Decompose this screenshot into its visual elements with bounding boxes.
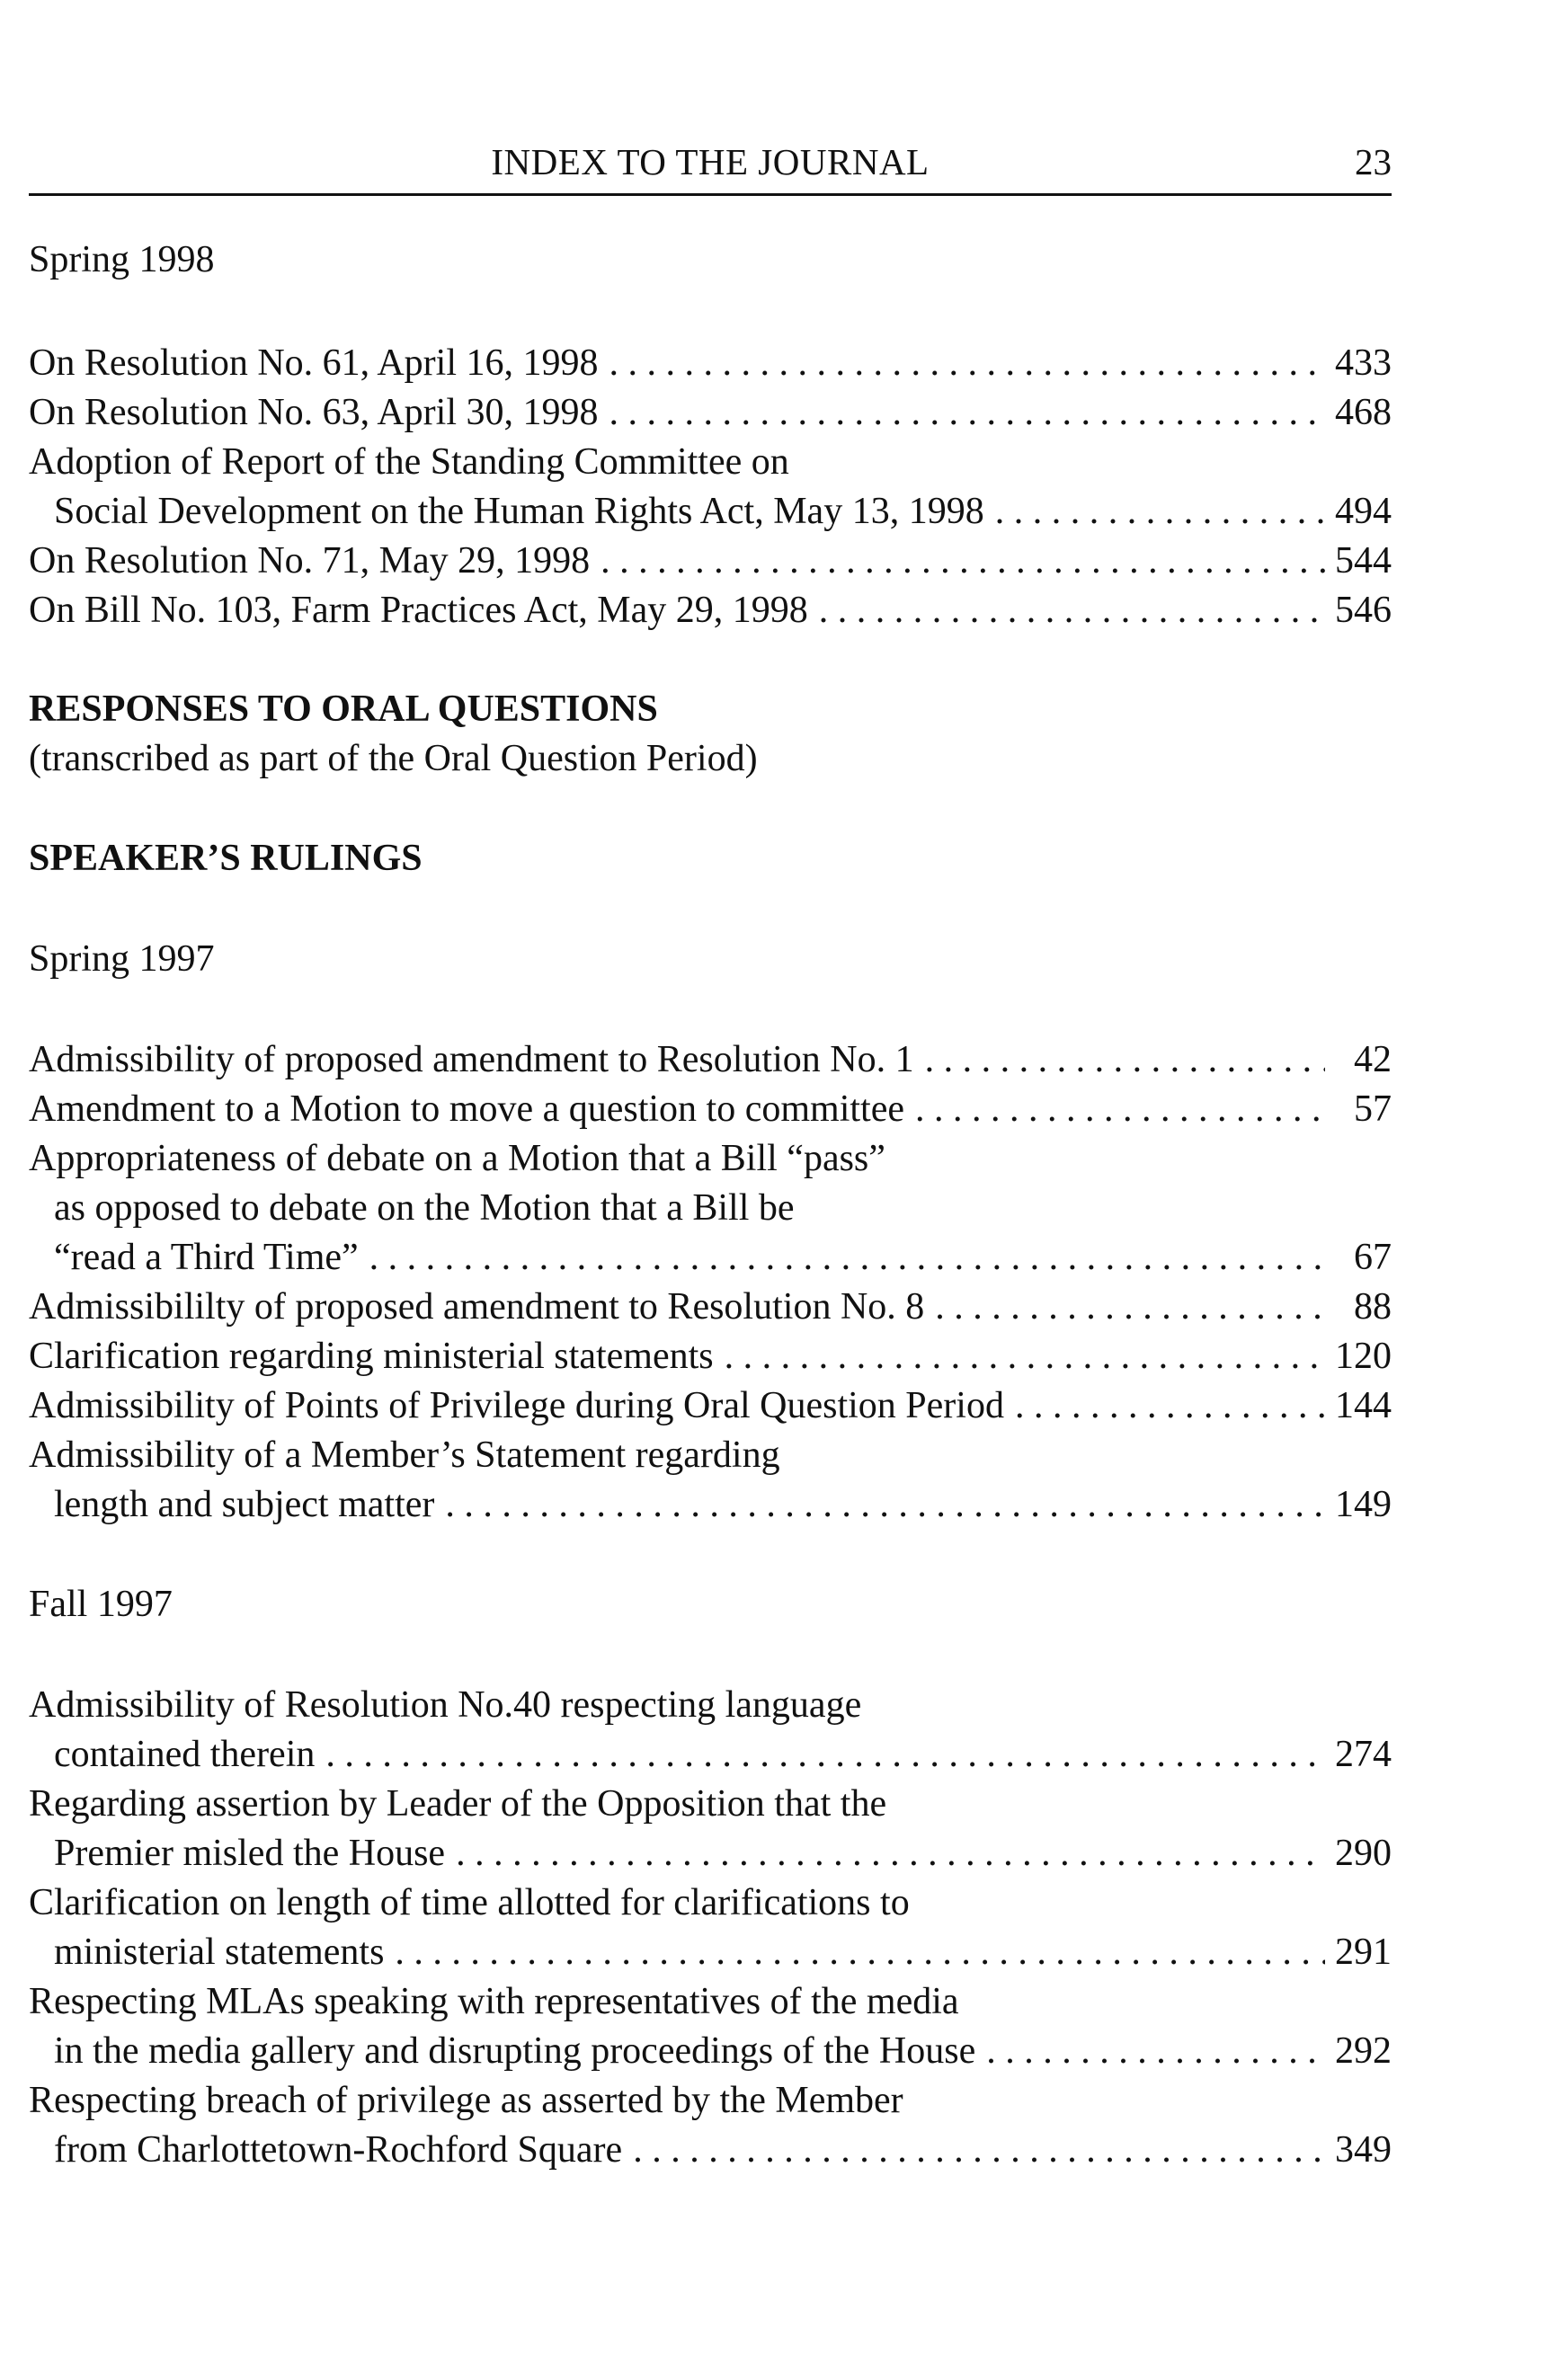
index-entry-text: length and subject matter <box>54 1484 435 1525</box>
index-entry-page-number: 274 <box>1335 1734 1392 1775</box>
dot-leader <box>633 2126 1325 2175</box>
index-entry-final-line <box>29 2126 1392 2175</box>
index-entry-final-line <box>29 2027 1392 2076</box>
index-entry-page-number: 67 <box>1354 1237 1392 1278</box>
index-entry-page-number: 292 <box>1335 2030 1392 2072</box>
index-entry-text: Admissibility of proposed amendment to Resolution No. 1 <box>29 1039 914 1080</box>
dot-leader <box>995 487 1325 537</box>
index-entry-text: Appropriateness of debate on a Motion that a Bill “pass” <box>29 1138 885 1179</box>
index-entry-page-number: 468 <box>1335 392 1392 433</box>
index-entry-text: Admissibility of Points of Privilege during Oral Question Period <box>29 1385 1004 1426</box>
index-entry-final-line <box>29 1381 1392 1431</box>
index-entry-final-line <box>29 586 1392 635</box>
index-entry <box>29 1780 1392 1878</box>
dot-leader <box>925 1035 1325 1085</box>
section-label-spring-1997: Spring 1997 <box>29 938 215 980</box>
dot-leader <box>456 1829 1325 1878</box>
index-entry <box>29 438 1392 537</box>
index-entry-page-number: 290 <box>1335 1833 1392 1874</box>
index-entry-text: Clarification regarding ministerial statements <box>29 1336 714 1377</box>
index-entry-text: Regarding assertion by Leader of the Opposition that the <box>29 1783 887 1825</box>
index-entry-final-line <box>29 487 1392 537</box>
speakers-rulings-heading: SPEAKER’S RULINGS <box>29 838 423 879</box>
index-entry-page-number: 120 <box>1335 1336 1392 1377</box>
index-entry-page-number: 149 <box>1335 1484 1392 1525</box>
running-header-title: INDEX TO THE JOURNAL <box>491 141 930 182</box>
index-entry-text: Admissibility of Resolution No.40 respecting language <box>29 1684 862 1726</box>
index-entry <box>29 1878 1392 1977</box>
index-entry-text: Adoption of Report of the Standing Committee on <box>29 441 789 483</box>
index-entry <box>29 1681 1392 1780</box>
index-entry-final-line <box>29 1480 1392 1530</box>
dot-leader <box>725 1332 1325 1381</box>
index-entry-final-line <box>29 1233 1392 1283</box>
dot-leader <box>915 1085 1325 1134</box>
index-entry-page-number: 291 <box>1335 1932 1392 1973</box>
page-number: 23 <box>1355 141 1392 182</box>
index-entry-page-number: 494 <box>1335 491 1392 532</box>
index-entry <box>29 1381 1392 1431</box>
dot-leader <box>369 1233 1325 1283</box>
header-rule <box>29 193 1392 196</box>
index-entry-text: Respecting MLAs speaking with representatives of the media <box>29 1981 959 2022</box>
index-entry-text: as opposed to debate on the Motion that a Bill be <box>54 1187 795 1229</box>
index-entry-text: contained therein <box>54 1734 316 1775</box>
dot-leader <box>395 1928 1325 1977</box>
index-entry-text: Respecting breach of privilege as asserted by the Member <box>29 2080 903 2121</box>
dot-leader <box>609 388 1325 438</box>
index-entry <box>29 1977 1392 2076</box>
index-entry <box>29 1035 1392 1085</box>
index-entry-text: Amendment to a Motion to move a question to committee <box>29 1088 904 1130</box>
index-entry-text: Admissibility of a Member’s Statement regarding <box>29 1434 780 1476</box>
dot-leader <box>445 1480 1325 1530</box>
index-entry-text: On Resolution No. 61, April 16, 1998 <box>29 342 599 384</box>
index-entry-page-number: 88 <box>1354 1286 1392 1328</box>
index-entry-page-number: 433 <box>1335 342 1392 384</box>
index-entry-final-line <box>29 1035 1392 1085</box>
index-entry-text: On Resolution No. 71, May 29, 1998 <box>29 540 591 582</box>
index-entry-page-number: 42 <box>1354 1039 1392 1080</box>
index-entry-final-line <box>29 388 1392 438</box>
dot-leader <box>609 339 1325 388</box>
dot-leader <box>1015 1381 1325 1431</box>
index-entry-text: in the media gallery and disrupting proceedings of the House <box>54 2030 976 2072</box>
index-entry <box>29 1085 1392 1134</box>
index-entry-final-line <box>29 1283 1392 1332</box>
index-entry-text: from Charlottetown-Rochford Square <box>54 2129 623 2171</box>
index-entry <box>29 1283 1392 1332</box>
index-entry <box>29 586 1392 635</box>
index-entry-text: On Resolution No. 63, April 30, 1998 <box>29 392 599 433</box>
index-entry-final-line <box>29 339 1392 388</box>
fall-1997-entries <box>29 1681 1392 2175</box>
spring-1997-entries <box>29 1035 1392 1530</box>
dot-leader <box>325 1730 1325 1780</box>
index-entry <box>29 1332 1392 1381</box>
index-entry <box>29 1134 1392 1283</box>
dot-leader <box>935 1283 1325 1332</box>
index-entry-final-line <box>29 1928 1392 1977</box>
index-entry-page-number: 349 <box>1335 2129 1392 2171</box>
responses-note: (transcribed as part of the Oral Question Period) <box>29 738 758 779</box>
index-entry-text: ministerial statements <box>54 1932 385 1973</box>
index-entry <box>29 537 1392 586</box>
section-label-fall-1997: Fall 1997 <box>29 1584 173 1625</box>
index-entry-text: Admissibililty of proposed amendment to Resolution No. 8 <box>29 1286 925 1328</box>
index-entry-final-line <box>29 1730 1392 1780</box>
index-entry-final-line <box>29 537 1392 586</box>
index-entry-final-line <box>29 1085 1392 1134</box>
index-entry-text: Social Development on the Human Rights Act, May 13, 1998 <box>54 491 984 532</box>
spring-1998-entries <box>29 339 1392 635</box>
index-entry <box>29 1431 1392 1530</box>
section-label-spring-1998: Spring 1998 <box>29 239 215 280</box>
index-entry-page-number: 544 <box>1335 540 1392 582</box>
index-entry-text: “read a Third Time” <box>54 1237 359 1278</box>
dot-leader <box>601 537 1325 586</box>
index-entry-page-number: 144 <box>1335 1385 1392 1426</box>
index-entry-text: Premier misled the House <box>54 1833 446 1874</box>
index-entry-page-number: 57 <box>1354 1088 1392 1130</box>
index-entry-final-line <box>29 1332 1392 1381</box>
index-entry-text: On Bill No. 103, Farm Practices Act, May 29, 1998 <box>29 590 808 631</box>
dot-leader <box>819 586 1325 635</box>
index-entry <box>29 388 1392 438</box>
index-entry-final-line <box>29 1829 1392 1878</box>
dot-leader <box>986 2027 1325 2076</box>
index-entry-text: Clarification on length of time allotted for clarifications to <box>29 1882 910 1923</box>
index-entry-page-number: 546 <box>1335 590 1392 631</box>
index-entry <box>29 2076 1392 2175</box>
responses-heading: RESPONSES TO ORAL QUESTIONS <box>29 688 658 730</box>
running-header <box>29 135 1392 191</box>
index-entry <box>29 339 1392 388</box>
